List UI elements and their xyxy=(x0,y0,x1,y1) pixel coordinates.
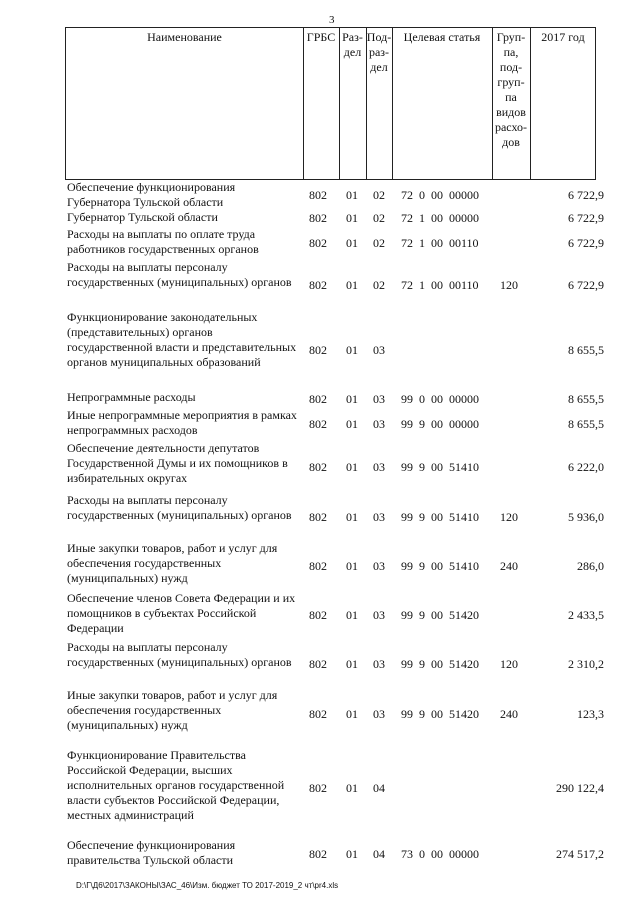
row-sum: 8 655,5 xyxy=(568,342,604,357)
row-sum: 5 936,0 xyxy=(568,509,604,524)
row-razdel: 01 xyxy=(346,656,358,671)
row-target: 72 1 00 00110 xyxy=(401,277,479,292)
row-name: Иные закупки товаров, работ и услуг для обеспечения государственных (муниципальных) нужд xyxy=(67,688,278,732)
file-path-footer: D:\Г\Д6\2017\ЗАКОНЫ\ЗАС_46\Изм. бюджет ТО 2017-2019_2 чт\pr4.xls xyxy=(76,881,339,890)
row-podrazdel: 02 xyxy=(373,187,385,202)
row-podrazdel: 04 xyxy=(373,780,385,795)
row-name: Обеспечение членов Совета Федерации и их помощников в субъектах Российской Федерации xyxy=(67,591,296,635)
row-grbs: 802 xyxy=(309,391,327,406)
row-grbs: 802 xyxy=(309,417,327,431)
row-podrazdel: 03 xyxy=(373,391,385,406)
table-row xyxy=(67,180,607,210)
row-name: Губернатор Тульской области xyxy=(67,210,218,224)
row-target: 99 9 00 51420 xyxy=(401,656,479,671)
row-sum: 8 655,5 xyxy=(568,417,604,431)
row-grbs: 802 xyxy=(309,187,327,202)
row-vid: 120 xyxy=(500,656,518,671)
row-sum: 6 722,9 xyxy=(568,277,604,292)
row-target: 99 9 00 00000 xyxy=(401,417,479,431)
row-target: 72 0 00 00000 xyxy=(401,187,479,202)
row-target: 73 0 00 00000 xyxy=(401,846,479,861)
row-name: Функционирование законодательных (представительных) органов государственной власти и представительных органов муниципальных образований xyxy=(67,310,297,369)
column-divider xyxy=(530,28,531,179)
row-podrazdel: 03 xyxy=(373,509,385,524)
table-row xyxy=(67,541,607,591)
row-sum: 2 310,2 xyxy=(568,656,604,671)
row-razdel: 01 xyxy=(346,509,358,524)
row-podrazdel: 03 xyxy=(373,608,385,622)
row-name: Обеспечение деятельности депутатов Государственной Думы и их помощников в избирательных округах xyxy=(67,441,288,485)
row-sum: 6 222,0 xyxy=(568,459,604,474)
row-razdel: 01 xyxy=(346,780,358,795)
row-name: Функционирование Правительства Российской Федерации, высших исполнительных органов государственной власти субъектов Российской Федерации, местных администраций xyxy=(67,748,285,822)
table-row xyxy=(67,748,607,828)
row-target: 99 9 00 51410 xyxy=(401,459,479,474)
row-name: Расходы на выплаты персоналу государственных (муниципальных) органов xyxy=(67,260,292,289)
row-podrazdel: 02 xyxy=(373,277,385,292)
row-podrazdel: 02 xyxy=(373,211,385,225)
row-sum: 290 122,4 xyxy=(556,780,604,795)
row-sum: 8 655,5 xyxy=(568,391,604,406)
row-podrazdel: 03 xyxy=(373,558,385,573)
row-podrazdel: 03 xyxy=(373,656,385,671)
row-target: 99 9 00 51420 xyxy=(401,706,479,721)
row-vid: 120 xyxy=(500,277,518,292)
table-row xyxy=(67,408,607,441)
row-grbs: 802 xyxy=(309,608,327,622)
header-podrazdel: Под- раз- дел xyxy=(366,30,392,74)
row-razdel: 01 xyxy=(346,846,358,861)
row-podrazdel: 03 xyxy=(373,706,385,721)
row-sum: 6 722,9 xyxy=(568,236,604,250)
row-razdel: 01 xyxy=(346,187,358,202)
table-header xyxy=(65,27,596,180)
row-podrazdel: 03 xyxy=(373,459,385,474)
row-grbs: 802 xyxy=(309,277,327,292)
column-divider xyxy=(392,28,393,179)
row-grbs: 802 xyxy=(309,211,327,225)
row-podrazdel: 04 xyxy=(373,846,385,861)
row-sum: 6 722,9 xyxy=(568,187,604,202)
row-razdel: 01 xyxy=(346,417,358,431)
row-name: Обеспечение функционирования Губернатора Тульской области xyxy=(67,180,236,209)
row-podrazdel: 02 xyxy=(373,236,385,250)
row-sum: 274 517,2 xyxy=(556,846,604,861)
row-name: Иные закупки товаров, работ и услуг для обеспечения государственных (муниципальных) нужд xyxy=(67,541,278,585)
row-grbs: 802 xyxy=(309,236,327,250)
column-divider xyxy=(303,28,304,179)
row-sum: 123,3 xyxy=(577,706,604,721)
row-razdel: 01 xyxy=(346,391,358,406)
row-grbs: 802 xyxy=(309,558,327,573)
row-name: Обеспечение функционирования правительства Тульской области xyxy=(67,838,236,867)
header-target: Целевая статья xyxy=(403,30,481,44)
table-row xyxy=(67,591,607,640)
row-name: Расходы на выплаты по оплате труда работников государственных органов xyxy=(67,227,259,256)
row-grbs: 802 xyxy=(309,706,327,721)
table-row xyxy=(67,493,607,541)
row-vid: 120 xyxy=(500,509,518,524)
header-group: Груп- па, под- груп- па видов расхо- дов xyxy=(494,30,528,149)
row-target: 99 0 00 00000 xyxy=(401,391,479,406)
row-sum: 6 722,9 xyxy=(568,211,604,225)
row-grbs: 802 xyxy=(309,656,327,671)
table-row xyxy=(67,390,607,408)
row-podrazdel: 03 xyxy=(373,342,385,357)
table-row xyxy=(67,227,607,260)
row-razdel: 01 xyxy=(346,558,358,573)
page-number: 3 xyxy=(329,14,335,26)
row-razdel: 01 xyxy=(346,277,358,292)
header-name: Наименование xyxy=(147,30,222,44)
row-vid: 240 xyxy=(500,558,518,573)
row-target: 99 9 00 51420 xyxy=(401,608,479,622)
row-podrazdel: 03 xyxy=(373,417,385,431)
row-name: Расходы на выплаты персоналу государственных (муниципальных) органов xyxy=(67,640,292,669)
row-razdel: 01 xyxy=(346,211,358,225)
table-row xyxy=(67,688,607,740)
header-grbs: ГРБС xyxy=(306,30,336,44)
row-name: Иные непрограммные мероприятия в рамках непрограммных расходов xyxy=(67,408,297,437)
row-name: Непрограммные расходы xyxy=(67,390,196,404)
table-row xyxy=(67,210,607,227)
table-row xyxy=(67,441,607,493)
row-target: 72 1 00 00110 xyxy=(401,236,479,250)
row-target: 72 1 00 00000 xyxy=(401,211,479,225)
table-row xyxy=(67,260,607,310)
row-vid: 240 xyxy=(500,706,518,721)
row-razdel: 01 xyxy=(346,236,358,250)
row-grbs: 802 xyxy=(309,780,327,795)
row-grbs: 802 xyxy=(309,459,327,474)
row-target: 99 9 00 51410 xyxy=(401,509,479,524)
header-razdel: Раз- дел xyxy=(342,30,363,59)
row-razdel: 01 xyxy=(346,608,358,622)
row-razdel: 01 xyxy=(346,342,358,357)
row-sum: 286,0 xyxy=(577,558,604,573)
row-razdel: 01 xyxy=(346,459,358,474)
table-row xyxy=(67,640,607,688)
row-razdel: 01 xyxy=(346,706,358,721)
row-sum: 2 433,5 xyxy=(568,608,604,622)
table-row xyxy=(67,310,607,390)
row-name: Расходы на выплаты персоналу государственных (муниципальных) органов xyxy=(67,493,292,522)
row-grbs: 802 xyxy=(309,846,327,861)
row-grbs: 802 xyxy=(309,509,327,524)
table-row xyxy=(67,838,607,870)
header-year: 2017 год xyxy=(541,30,585,44)
row-target: 99 9 00 51410 xyxy=(401,558,479,573)
row-grbs: 802 xyxy=(309,342,327,357)
